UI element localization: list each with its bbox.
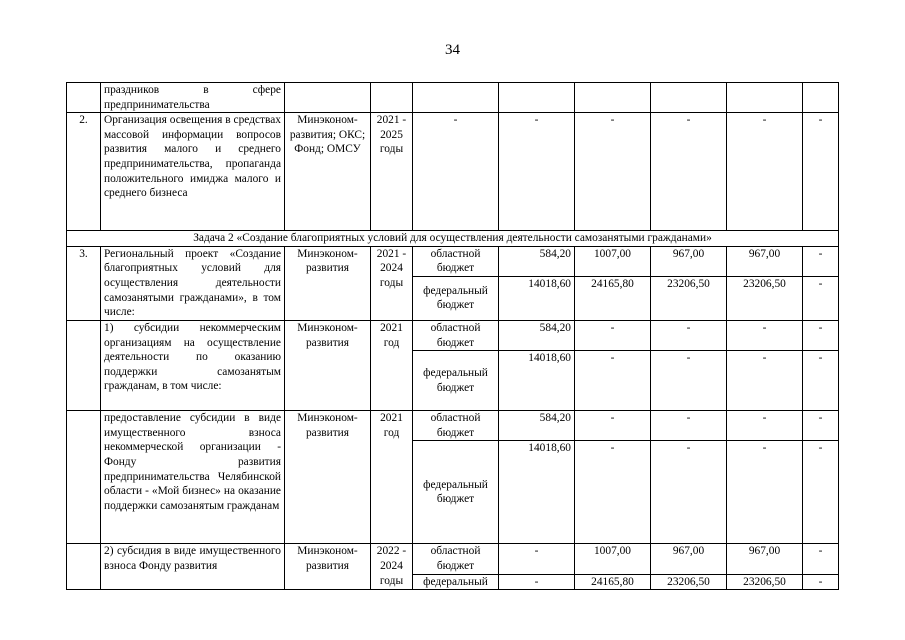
cell-period: 2021 - 2024 годы — [371, 246, 413, 320]
table-row — [67, 83, 839, 113]
cell-org: Минэконом-развития — [285, 320, 371, 410]
cell-value: 967,00 — [727, 544, 803, 574]
cell-value: 23206,50 — [651, 574, 727, 590]
cell-num — [67, 544, 101, 590]
cell-value: - — [575, 441, 651, 544]
cell-value: - — [651, 411, 727, 441]
cell-num: 3. — [67, 246, 101, 320]
table-row — [67, 231, 839, 247]
program-table — [66, 82, 839, 590]
cell-value: 14018,60 — [499, 351, 575, 411]
table-row — [67, 544, 839, 574]
cell-org: Минэконом-развития — [285, 411, 371, 544]
cell-source: федеральный — [413, 574, 499, 590]
cell-period: 2021 - 2025 годы — [371, 113, 413, 231]
cell-value: - — [651, 113, 727, 231]
cell-desc: Организация освещения в средствах массовой информации вопросов развития малого и среднего предпринимательства, пропаганда положительного имиджа малого и среднего бизнеса — [101, 113, 285, 231]
cell-desc: Региональный проект «Создание благоприятных условий для осуществления деятельности самозанятыми гражданами», в том числе: — [101, 246, 285, 320]
cell-value: - — [803, 441, 839, 544]
cell-value: - — [499, 113, 575, 231]
cell-value: - — [803, 351, 839, 411]
cell-org: Минэконом-развития — [285, 544, 371, 590]
table-row — [67, 320, 839, 350]
cell-value: - — [727, 351, 803, 411]
cell-value: - — [413, 113, 499, 231]
cell-value: - — [575, 113, 651, 231]
cell-value: - — [727, 411, 803, 441]
cell-num — [67, 320, 101, 410]
cell-value: 1007,00 — [575, 246, 651, 276]
cell-desc: 1) субсидии некоммерческим организациям на осуществление деятельности по оказанию поддержки самозанятым гражданам, в том числе: — [101, 320, 285, 410]
cell-value: - — [803, 544, 839, 574]
cell-value: 24165,80 — [575, 574, 651, 590]
cell-value: - — [575, 351, 651, 411]
cell-source: федеральный бюджет — [413, 441, 499, 544]
cell-value: - — [803, 113, 839, 231]
cell-value: - — [803, 246, 839, 276]
table-row — [67, 113, 839, 231]
cell-num: 2. — [67, 113, 101, 231]
cell-desc: предоставление субсидии в виде имущественного взноса некоммерческой организации - Фонду развития предпринимательства Челябинской области - «Мой бизнес» на оказание поддержки самозанятым гражданам — [101, 411, 285, 544]
cell-value: 23206,50 — [651, 276, 727, 320]
cell-value: - — [651, 351, 727, 411]
cell-value: - — [575, 411, 651, 441]
cell-value: - — [727, 320, 803, 350]
cell-value: 1007,00 — [575, 544, 651, 574]
task-heading: Задача 2 «Создание благоприятных условий для осуществления деятельности самозанятыми гражданами» — [67, 231, 839, 247]
cell-source: областной бюджет — [413, 246, 499, 276]
cell-period: 2021 год — [371, 320, 413, 410]
cell-period: 2022 - 2024 годы — [371, 544, 413, 590]
cell-value: - — [499, 574, 575, 590]
cell-desc: 2) субсидия в виде имущественного взноса Фонду развития — [101, 544, 285, 590]
cell-source: областной бюджет — [413, 320, 499, 350]
cell-num — [67, 83, 101, 113]
cell-value: - — [651, 441, 727, 544]
cell-source: федеральный бюджет — [413, 276, 499, 320]
cell-value: - — [803, 320, 839, 350]
cell-org: Минэконом-развития — [285, 246, 371, 320]
cell-value: 24165,80 — [575, 276, 651, 320]
cell-value: - — [803, 574, 839, 590]
cell-desc: праздников в сфере предпринимательства — [101, 83, 285, 113]
cell-value: 14018,60 — [499, 441, 575, 544]
cell-source: федеральный бюджет — [413, 351, 499, 411]
cell-value: 967,00 — [651, 544, 727, 574]
cell-value: 14018,60 — [499, 276, 575, 320]
cell-value: 23206,50 — [727, 574, 803, 590]
cell-num — [67, 411, 101, 544]
cell-value: - — [727, 441, 803, 544]
cell-value: 584,20 — [499, 320, 575, 350]
cell-value: - — [499, 544, 575, 574]
cell-value: - — [575, 320, 651, 350]
cell-value: - — [803, 276, 839, 320]
cell-org: Минэконом-развития; ОКС; Фонд; ОМСУ — [285, 113, 371, 231]
cell-period: 2021 год — [371, 411, 413, 544]
cell-value: 584,20 — [499, 411, 575, 441]
cell-value: - — [727, 113, 803, 231]
cell-value: - — [651, 320, 727, 350]
table-row — [67, 246, 839, 276]
cell-value: 967,00 — [727, 246, 803, 276]
cell-source: областной бюджет — [413, 544, 499, 574]
cell-value: 23206,50 — [727, 276, 803, 320]
cell-value: 967,00 — [651, 246, 727, 276]
page-number: 34 — [445, 42, 460, 58]
table-row — [67, 411, 839, 441]
cell-value: 584,20 — [499, 246, 575, 276]
cell-source: областной бюджет — [413, 411, 499, 441]
cell-value: - — [803, 411, 839, 441]
